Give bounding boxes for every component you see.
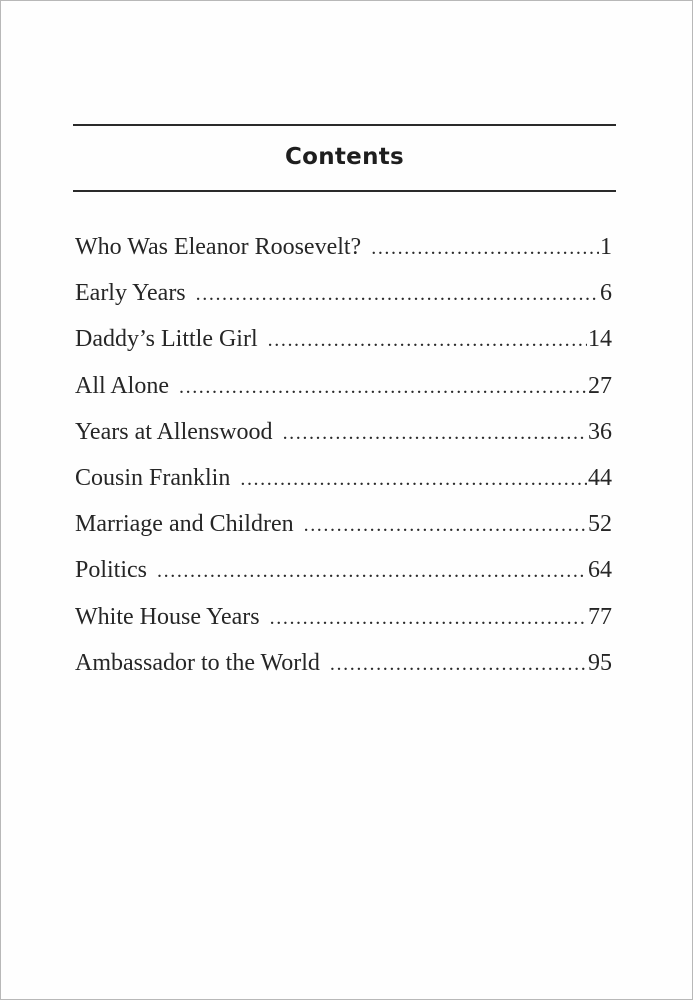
toc-entry [75,501,612,547]
toc-entry-title: Ambassador to the World [75,649,320,676]
toc-entry-page: 44 [588,464,612,491]
contents-heading: Contents [284,144,405,170]
dot-leader [270,595,587,641]
bottom-rule [73,190,616,192]
toc-entry-page: 1 [600,234,612,260]
dot-leader [304,502,587,548]
dot-leader [179,364,587,410]
top-rule [73,124,616,126]
toc-entry-title: Politics [75,557,148,584]
dot-leader [283,410,587,456]
toc-entry-page: 6 [600,280,612,307]
toc-entry-page: 14 [588,326,612,353]
toc-entry-title: Who Was Eleanor Roosevelt? [75,234,362,260]
toc-entry-page: 52 [588,511,612,538]
toc-entry [75,363,612,409]
toc-entry-page: 36 [588,418,612,445]
dot-leader [268,317,587,363]
toc-entry-title: Years at Allenswood [75,418,273,445]
toc-entry-page: 64 [588,557,612,584]
dot-leader [196,271,599,317]
toc-entry [75,640,612,686]
toc-entry [75,224,612,270]
dot-leader [371,225,599,271]
table-of-contents [75,224,612,686]
toc-entry-title: Marriage and Children [75,511,294,538]
toc-entry-page: 27 [588,372,612,399]
dot-leader [157,548,587,594]
toc-entry-page: 77 [588,603,612,630]
toc-entry [75,316,612,362]
toc-entry [75,455,612,501]
toc-entry-title: All Alone [75,372,169,399]
toc-entry-title: Cousin Franklin [75,464,231,491]
toc-entry [75,270,612,316]
toc-entry-title: Daddy’s Little Girl [75,326,258,353]
toc-entry-title: Early Years [75,280,186,307]
toc-entry-title: White House Years [75,603,260,630]
dot-leader [240,456,587,502]
toc-entry [75,594,612,640]
toc-entry [75,409,612,455]
toc-entry [75,547,612,593]
dot-leader [330,641,587,687]
toc-entry-page: 95 [588,649,612,676]
